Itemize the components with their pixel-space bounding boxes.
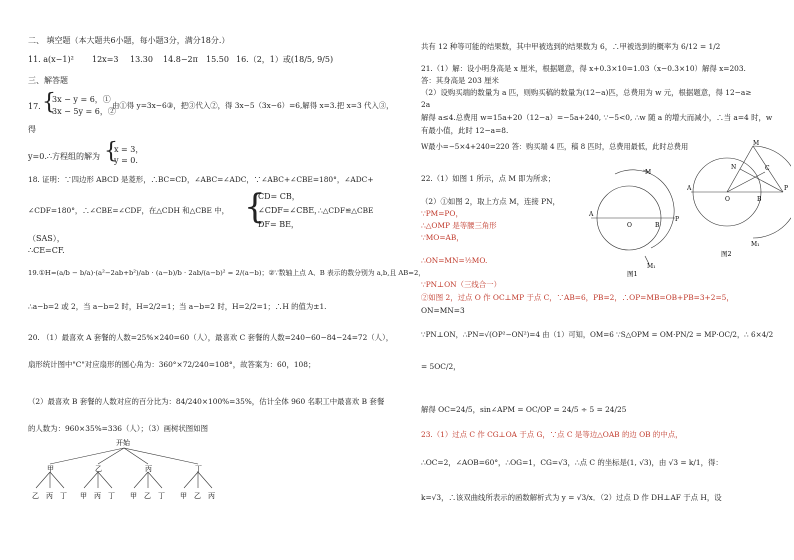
tree-node: 丁 [195, 465, 202, 473]
q22-line12: 解得 OC=24/5，sin∠APM = OC/OP = 24/5 ÷ 5 = 24/25 [421, 405, 627, 414]
q22-line7: ∵PN⊥ON（三线合一） [421, 280, 501, 289]
right-column [397, 0, 794, 560]
q20-line3: （2）最喜欢 B 套餐的人数对应的百分比为：84/240×100%=35%，估计全体 960 名职工中最喜欢 B 套餐 [28, 397, 385, 406]
figure-1-label-b: B [655, 222, 660, 229]
figure-1-arc [615, 170, 674, 248]
q17-brace: { [42, 90, 56, 115]
tree-leaf: 丁 [60, 492, 67, 500]
figure-2-caption: 图2 [721, 250, 732, 258]
q21-line5: 解得 a≤4.总费用 w=15a+20（12−a）=−5a+240, ∵−5<0, ∴w 随 a 的增大而减小，∴当 a=4 时，w [421, 113, 773, 122]
tree-leaf: 丙 [208, 492, 215, 500]
figure-1-caption: 图1 [627, 270, 638, 278]
figure-1-label-m: M [645, 169, 652, 176]
answer-q11: 11. a(x−1)² [28, 55, 74, 64]
figure-2-label-b: B [757, 196, 762, 203]
q20-line1: 20. （1）最喜欢 A 套餐的人数=25%×240=60（人），最喜欢 C 套餐的人数=240−60−84−24=72（人）， [28, 333, 394, 342]
tree-node: 乙 [95, 465, 102, 473]
tree-leaf: 甲 [80, 492, 87, 500]
tree-leaf: 乙 [194, 492, 201, 500]
figure-1-label-m1: M₁ [647, 263, 656, 270]
q17-number: 17. [28, 102, 41, 111]
q18-line3: （SAS）， [28, 234, 65, 243]
q22-line6: ∴ON=MN=½MO. [421, 256, 488, 265]
figure-1 [587, 164, 683, 280]
q18-sys2: ∠CDF=∠CBE， [258, 206, 323, 215]
tree-level2 [32, 492, 215, 500]
q17-sol1: x = 3， [114, 145, 144, 154]
q17-eq2: 3x − 5y = 6，② [52, 107, 116, 116]
figure-2-label-m1: M₁ [751, 241, 760, 248]
q21-line4: 2a [421, 100, 431, 109]
q22-line5: ∵MO=AB， [421, 233, 464, 242]
figure-1-labels [588, 169, 679, 270]
tree-node: 甲 [47, 465, 54, 473]
tree-leaf: 乙 [32, 492, 39, 500]
figure-2-label-p: P [784, 185, 789, 192]
figure-2-line-np [740, 169, 783, 192]
q18-brace: { [244, 187, 266, 227]
q17-line2: 得 [28, 125, 36, 134]
tree-root: 开始 [116, 439, 130, 447]
figure-2-label-a: A [687, 185, 692, 192]
figure-2-labels [687, 140, 788, 248]
q22-line4: ∴△OMP 是等腰三角形 [421, 221, 497, 230]
q22-line3: ∵PM=PO， [421, 209, 463, 218]
q18-line2-post: ∴△CDF≌△CBE [318, 206, 374, 215]
section-2-title: 二、 填空题（本大题共6小题，每小题3分，满分18分.） [28, 36, 230, 45]
answer-q13: 13.30 [130, 55, 153, 64]
tree-level1 [47, 465, 202, 473]
q18-line2: ∠CDF=180°，∴∠CBE=∠CDF，在△CDH 和△CBE 中， [28, 206, 229, 215]
q22-line8: ②如图 2，过点 O 作 OC⊥MP 于点 C，∵AB=6，PB=2，∴OP=MB=OB+PB=3+2=5， [421, 293, 734, 302]
figure-1-label-p: P [675, 216, 680, 223]
q21-line6: 有最小值，此时 12−a=8. [421, 126, 509, 135]
q17-line1: 由①得 y=3x−6③，把③代入②，得 3x−5（3x−6）=6,解得 x=3.把 x=3 代入③， [112, 101, 394, 110]
tree-leaf: 丙 [46, 492, 53, 500]
q22-line2: （2）①如图 2，取上方点 M，连接 PN， [421, 197, 560, 206]
tree-leaf: 丙 [94, 492, 101, 500]
tree-leaf: 甲 [130, 492, 137, 500]
figure-2-label-o: O [725, 196, 730, 203]
q17-solution-brace: { [104, 139, 118, 164]
section-3-title: 三、解答题 [28, 76, 68, 85]
q17-sol2: y = 0. [114, 156, 138, 165]
q20-line2: 扇形统计图中"C"对应扇形的圆心角为：360°×72/240=108°，故答案为：60，108； [28, 360, 316, 369]
tree-diagram [28, 436, 228, 506]
tree-node: 丙 [145, 465, 152, 473]
q18-line4: ∴CE=CF. [28, 246, 65, 255]
q21-line7: W最小=−5×4+240=220 答：购买端 4 匹，稿 8 匹时，总费用最低，此时总费用 [421, 142, 689, 151]
q23-line1: 23.（1）过点 C 作 CG⊥OA 于点 G，∵点 C 是等边△OAB 的边 OB 的中点， [421, 430, 683, 439]
tree-leaf: 丁 [108, 492, 115, 500]
figure-2-label-c: C [765, 165, 770, 172]
q17-line3: y=0.∴方程组的解为 [28, 152, 100, 161]
figure-1-lines [591, 170, 675, 264]
tree-leaf: 乙 [144, 492, 151, 500]
figure-2 [687, 140, 791, 260]
q19-line2: ∴a−b=2 或 2，当 a−b=2 时，H=2/2=1；当 a−b=2 时，H=2/2=1；∴H 的值为±1. [28, 302, 327, 311]
q23-line2: ∴OC=2，∠AOB=60°，∴OG=1，CG=√3，∴点 C 的坐标是(1, √3)，由 √3 = k/1，得： [421, 458, 723, 467]
q18-sys1: CD= CB， [258, 192, 300, 201]
figure-1-label-o: O [627, 222, 632, 229]
q19-line1: 19.①H=(a/b − b/a)·(a²−2ab+b²)/ab · (a−b)/b · 2ab/(a−b)² = 2/(a−b)；②∵数轴上点 A、B 表示的数分别为 a,b,且 AB=2， [28, 269, 426, 277]
q22-line1: 22.（1）如图 1 所示，点 M 即为所求； [421, 174, 556, 183]
answer-q16: 16.（2，1）或(18/5, 9/5) [236, 55, 334, 64]
tree-edges [36, 448, 212, 488]
q22-line10: ∵PN⊥ON，∴PN=√(OP²−ON²)=4 由（1）可知，OM=6 ∵S△OPM = OM·PN/2 = MP·OC/2，∴ 6×4/2 [421, 330, 774, 339]
answer-q15: 15.50 [206, 55, 229, 64]
probability-line: 共有 12 种等可能的结果数，其中甲被选到的结果数为 6，∴甲被选到的概率为 6/12 = 1/2 [421, 42, 721, 51]
figure-2-lines [691, 146, 791, 238]
q21-line3: （2）设购买端的数量为 a 匹，则购买稿的数量为(12−a)匹，总费用为 w 元，根据题意，得 12−a≥ [421, 88, 752, 97]
answer-q12: 12x=3 [92, 55, 119, 64]
figure-2-label-n: N [731, 164, 737, 171]
figure-2-label-m: M [753, 140, 760, 147]
q17-eq1: 3x − y = 6，① [52, 95, 111, 104]
q18-sys3: DF= BE， [258, 220, 299, 229]
figure-1-label-a: A [589, 211, 594, 218]
q21-line1: 21.（1）解：设小明身高是 x 厘米，根据题意，得 x+0.3×10=1.03（x−0.3×10）解得 x=203. [421, 64, 746, 73]
q20-line4: 的人数为：960×35%=336（人）；（3）画树状图如图 [28, 424, 208, 433]
q23-line3: k=√3，∴该双曲线所表示的函数解析式为 y = √3/x．（2）过点 D 作 DH⊥AF 于点 H，设 [421, 493, 722, 502]
q22-line9: ON=MN=3 [421, 306, 465, 315]
q22-line11: = 5OC/2， [421, 362, 461, 371]
q18-line1: 18. 证明：∵四边形 ABCD 是菱形，∴BC=CD，∠ABC=∠ADC，∵∠ABC+∠CBE=180°，∠ADC+ [28, 175, 374, 184]
tree-leaf: 甲 [180, 492, 187, 500]
q21-line2: 答：其身高是 203 厘米 [421, 76, 499, 85]
answer-q14: 14.8−2π [163, 55, 198, 64]
tree-leaf: 丁 [158, 492, 165, 500]
